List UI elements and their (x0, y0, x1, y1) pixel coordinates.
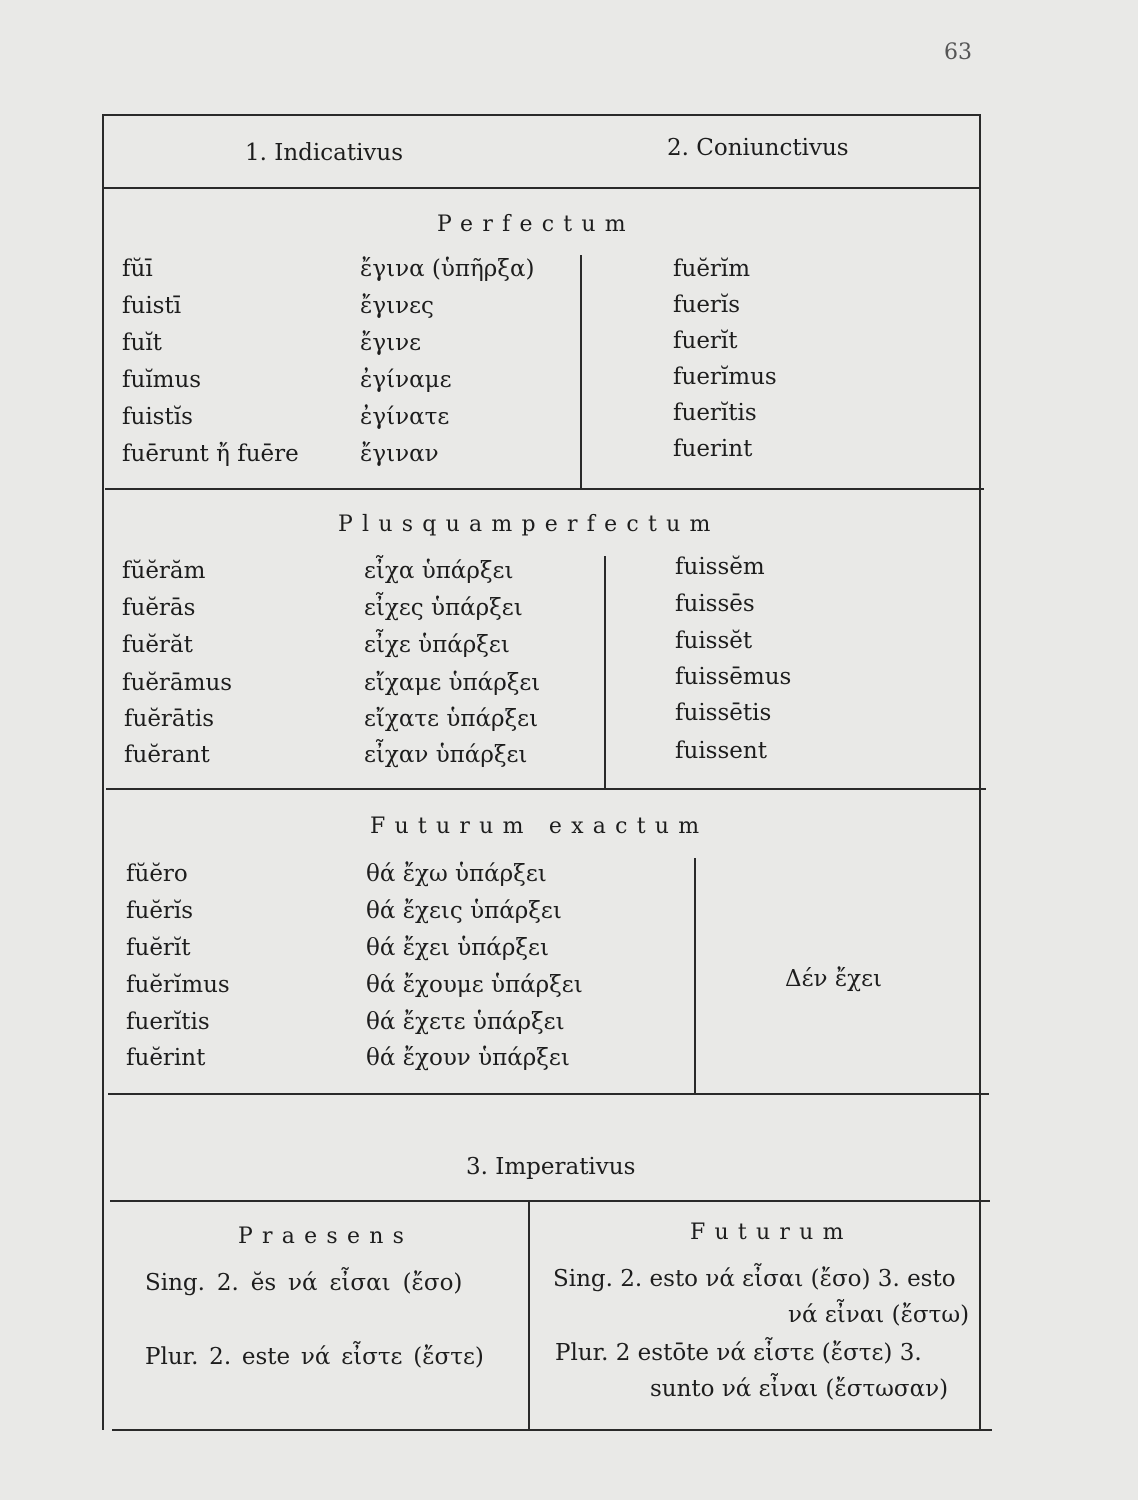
page-number: 63 (944, 40, 972, 65)
praesens-title: Praesens (238, 1224, 414, 1249)
futurum-greek-4: θά ἔχουμε ὑπάρξει (366, 972, 583, 998)
coniunctivus-heading: 2. Coniunctivus (667, 135, 849, 161)
perfectum-coniunctivus-4: fuerĭmus (673, 364, 777, 390)
futurum-greek-5: θά ἔχετε ὑπάρξει (366, 1009, 565, 1035)
futurum-greek-6: θά ἔχουν ὑπάρξει (366, 1045, 570, 1071)
futurum-plur-line1: Plur. 2 estōte νά εἶστε (ἔστε) 3. (555, 1340, 922, 1366)
perfectum-title: Perfectum (437, 212, 635, 237)
futurum-latin-5: fuerĭtis (126, 1009, 210, 1035)
plusquam-coniunctivus-4: fuissēmus (675, 664, 792, 690)
futurum-latin-2: fuĕrĭs (126, 898, 194, 924)
plusquam-latin-5: fuĕrātis (124, 706, 215, 732)
futurum-latin-6: fuĕrint (126, 1045, 206, 1071)
perfectum-latin-5: fuistĭs (122, 404, 193, 430)
perfectum-coniunctivus-6: fuerint (673, 436, 753, 462)
plusquam-latin-6: fuĕrant (124, 742, 210, 768)
plusquam-latin-3: fuĕrăt (122, 632, 193, 658)
plusquam-coniunctivus-5: fuissētis (675, 700, 772, 726)
futurum-plur-line2: sunto νά εἶναι (ἔστωσαν) (650, 1376, 949, 1402)
praesens-sing: Sing. 2. ĕs νά εἶσαι (ἔσο) (145, 1270, 463, 1296)
plusquam-latin-2: fuĕrās (122, 595, 196, 621)
plusquam-coniunctivus-6: fuissent (675, 738, 767, 764)
futurum-latin-3: fuĕrĭt (126, 935, 191, 961)
perfectum-greek-1: ἔγινα (ὑπῆρξα) (360, 256, 535, 282)
futurum-title: Futurum (690, 1220, 853, 1245)
perfectum-coniunctivus-3: fuerĭt (673, 328, 738, 354)
imperativus-heading: 3. Imperativus (466, 1154, 636, 1180)
indicativus-heading: 1. Indicativus (245, 140, 404, 166)
perfectum-latin-3: fuĭt (122, 330, 162, 356)
plusquam-greek-2: εἶχες ὑπάρξει (364, 595, 523, 621)
perfectum-coniunctivus-2: fuerĭs (673, 292, 741, 318)
futurum-sing-line1: Sing. 2. esto νά εἶσαι (ἔσο) 3. esto (553, 1266, 956, 1292)
perfectum-latin-2: fuistī (122, 293, 182, 319)
perfectum-coniunctivus-1: fuĕrĭm (673, 256, 751, 282)
plusquam-greek-6: εἶχαν ὑπάρξει (364, 742, 528, 768)
futurum-exactum-title: Futurum exactum (370, 814, 709, 839)
perfectum-greek-2: ἔγινες (360, 293, 434, 319)
plusquam-latin-4: fuĕrāmus (122, 670, 233, 696)
futurum-latin-4: fuĕrĭmus (126, 972, 230, 998)
perfectum-latin-4: fuĭmus (122, 367, 202, 393)
plusquam-greek-3: εἶχε ὑπάρξει (364, 632, 510, 658)
perfectum-latin-6: fuērunt ἤ fuēre (122, 441, 299, 467)
futurum-greek-1: θά ἔχω ὑπάρξει (366, 861, 547, 887)
futurum-greek-3: θά ἔχει ὑπάρξει (366, 935, 549, 961)
plusquamperfectum-title: Plusquamperfectum (338, 512, 720, 537)
futurum-sing-line2: νά εἶναι (ἔστω) (788, 1302, 970, 1328)
plusquam-greek-5: εἴχατε ὑπάρξει (364, 706, 539, 732)
plusquam-latin-1: fŭĕrăm (122, 558, 206, 584)
perfectum-greek-5: ἐγίνατε (360, 404, 450, 430)
praesens-plur: Plur. 2. este νά εἶστε (ἔστε) (145, 1344, 484, 1370)
plusquam-coniunctivus-3: fuissĕt (675, 628, 753, 654)
plusquam-coniunctivus-2: fuissēs (675, 591, 755, 617)
perfectum-greek-3: ἔγινε (360, 330, 422, 356)
perfectum-greek-6: ἔγιναν (360, 441, 439, 467)
futurum-greek-2: θά ἔχεις ὑπάρξει (366, 898, 562, 924)
futurum-coniunctivus-note: Δέν ἔχει (785, 966, 883, 992)
perfectum-greek-4: ἐγίναμε (360, 367, 452, 393)
plusquam-coniunctivus-1: fuissĕm (675, 554, 765, 580)
perfectum-coniunctivus-5: fuerĭtis (673, 400, 757, 426)
futurum-latin-1: fŭĕro (126, 861, 188, 887)
perfectum-latin-1: fŭī (122, 256, 153, 282)
plusquam-greek-1: εἶχα ὑπάρξει (364, 558, 514, 584)
plusquam-greek-4: εἴχαμε ὑπάρξει (364, 670, 541, 696)
